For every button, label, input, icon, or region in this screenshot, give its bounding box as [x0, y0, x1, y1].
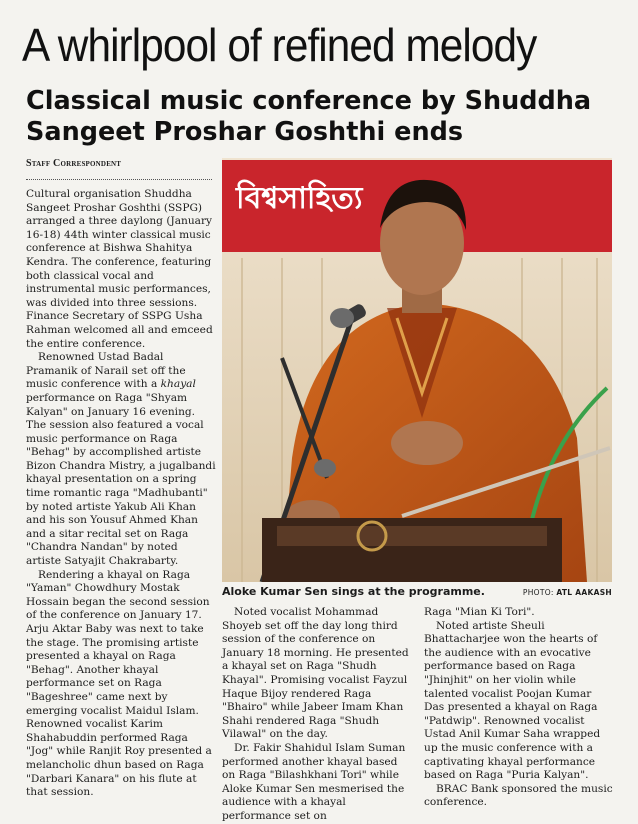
paragraph: Raga "Mian Ki Tori". — [424, 606, 535, 618]
paragraph: BRAC Bank sponsored the music conference. — [424, 782, 613, 809]
banner-text: বিশ্বসাহিত্য — [236, 181, 363, 216]
byline: Staff Correspondent — [26, 158, 122, 169]
paragraph: Renowned Ustad Badal Pramanik of Narail set off the music conference with a khayal performance on Raga "Shyam Kalyan" on January 16 evening. The session also featured a vocal music performance on Raga "Behag" by accomplished artiste Bizon Chandra Mistry, a jugalbandi khayal presentation on a spring time romantic raga "Madhubanti" by noted artiste Yakub Ali Khan and his son Yousuf Ahmed Khan and a sitar recital set on Raga "Chandra Nandan" by noted artiste Satyajit Chakrabarty. — [26, 351, 216, 568]
photo-caption: Aloke Kumar Sen sings at the programme. — [222, 585, 485, 598]
photo-credit: PHOTO: ATL AAKASH — [522, 588, 612, 597]
article-column-1 — [26, 188, 216, 800]
subheadline: Classical music conference by Shuddha Sangeet Proshar Goshthi ends — [26, 86, 592, 147]
byline-rule — [26, 179, 212, 180]
article-column-2 — [222, 606, 412, 824]
paragraph: Noted vocalist Mohammad Shoyeb set off the day long third session of the conference on January 18 morning. He presented a khayal set on Raga "Shudh Khayal". Promising vocalist Fayzul Haque Bijoy rendered Raga "Bhairo" while Jabeer Imam Khan Shahi rendered Raga "Shudh Vilawal" on the day. — [222, 606, 409, 741]
paragraph: Dr. Fakir Shahidul Islam Suman performed another khayal based on Raga "Bilashkhani Tori" while Aloke Kumar Sen mesmerised the audience with a khayal performance set on — [222, 741, 406, 822]
article-photo — [222, 158, 612, 582]
paragraph: Noted artiste Sheuli Bhattacharjee won the hearts of the audience with an evocative performance based on Raga "Jhinjhit" on her violin while talented vocalist Poojan Kumar Das presented a khayal on Raga "Patdwip". Renowned vocalist Ustad Anil Kumar Saha wrapped up the music conference with a captivating khayal performance based on Raga "Puria Kalyan". — [424, 619, 601, 782]
headline: A whirlpool of refined melody — [22, 19, 537, 71]
paragraph: Rendering a khayal on Raga "Yaman" Chowdhury Mostak Hossain began the second session of the conference on January 17. Arju Aktar Baby was next to take the stage. The promising artiste presented a khayal on Raga "Behag". Another khayal performance set on Raga "Bageshree" came next by emerging vocalist Maidul Islam. Renowned vocalist Karim Shahabuddin performed Raga "Jog" while Ranjit Roy presented a melancholic dhun based on Raga "Darbari Kanara" on his flute at that session. — [26, 568, 212, 799]
singer-photo-illustration — [222, 158, 612, 582]
article-column-3 — [424, 606, 614, 810]
paragraph: Cultural organisation Shuddha Sangeet Proshar Goshthi (SSPG) arranged a three daylong (January 16-18) 44th winter classical music conference at Bishwa Shahitya Kendra. The conference, featuring both classical vocal and instrumental music performances, was divided into three sessions. Finance Secretary of SSPG Usha Rahman welcomed all and emceed the entire conference. — [26, 188, 213, 350]
